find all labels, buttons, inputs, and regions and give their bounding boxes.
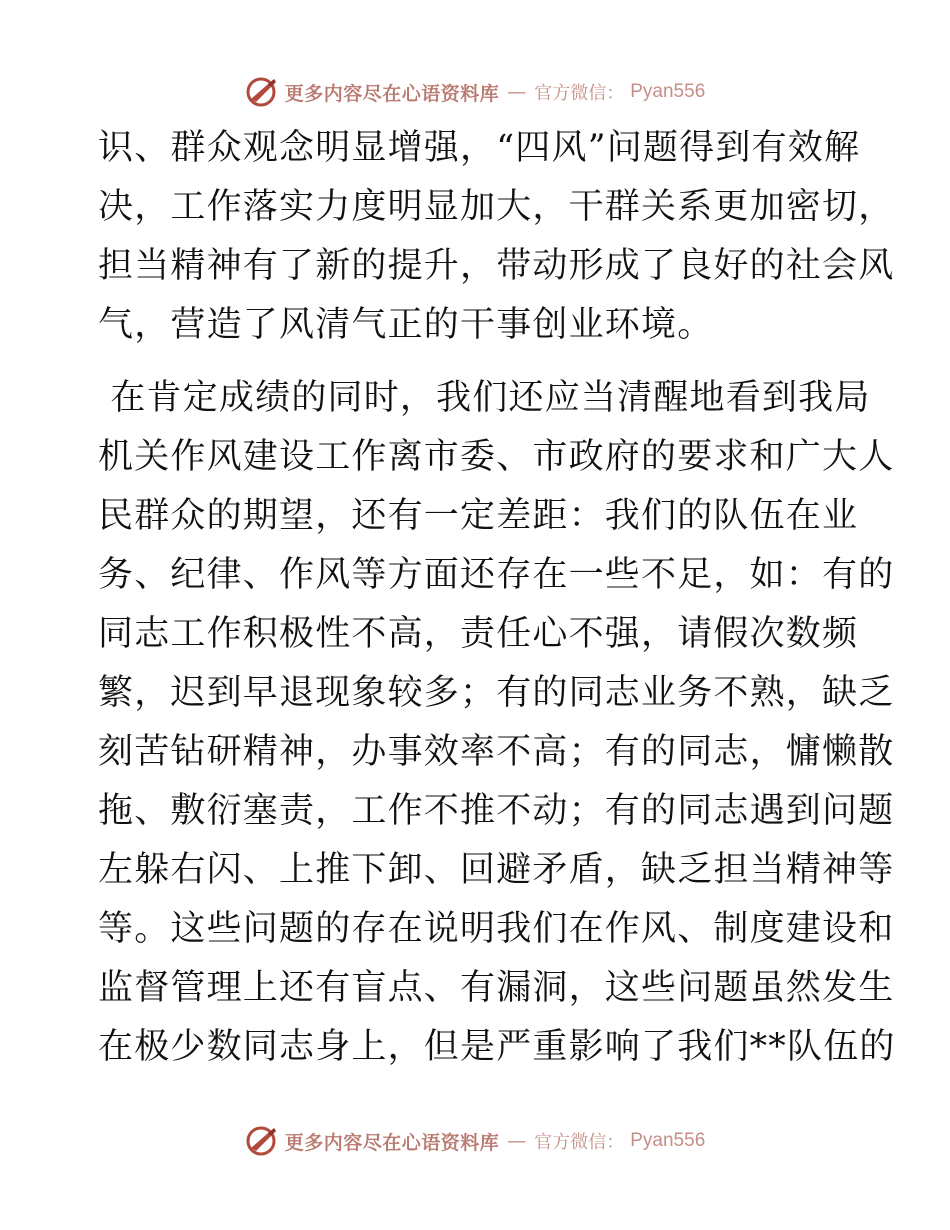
text-line: 等。这些问题的存在说明我们在作风、制度建设和 <box>98 909 895 949</box>
paragraph <box>98 376 896 1069</box>
paragraph-gap <box>98 362 858 376</box>
text-line: 气，营造了风清气正的干事创业环境。 <box>98 305 714 345</box>
text-line: 拖、敷衍塞责，工作不推不动；有的同志遇到问题 <box>98 791 895 831</box>
watermark-wechat-id: Pyan556 <box>630 1130 706 1151</box>
text-line: 机关作风建设工作离市委、市政府的要求和广大人 <box>98 437 895 477</box>
pen-logo-icon <box>245 1124 279 1158</box>
text-line: 繁，迟到早退现象较多；有的同志业务不熟，缺乏 <box>98 673 895 713</box>
footer-watermark <box>0 1121 950 1161</box>
pen-logo-icon <box>245 75 279 109</box>
text-line: 刻苦钻研精神，办事效率不高；有的同志，慵懒散 <box>98 732 895 772</box>
text-line: 在极少数同志身上，但是严重影响了我们**队伍的 <box>98 1027 896 1067</box>
text-line: 务、纪律、作风等方面还存在一些不足，如：有的 <box>98 555 895 595</box>
text-line: 同志工作积极性不高，责任心不强，请假次数频 <box>98 614 859 654</box>
watermark-brand: 更多内容尽在心语资料库 <box>284 1131 500 1154</box>
watermark-wechat-id: Pyan556 <box>630 81 706 102</box>
watermark-label: 官方微信： <box>534 83 625 104</box>
text-line: 民群众的期望，还有一定差距：我们的队伍在业 <box>98 496 859 536</box>
watermark-brand: 更多内容尽在心语资料库 <box>284 82 500 105</box>
watermark-separator: — <box>507 81 527 103</box>
watermark-label: 官方微信： <box>534 1132 625 1153</box>
text-line: 左躲右闪、上推下卸、回避矛盾，缺乏担当精神等 <box>98 850 895 890</box>
paragraph <box>98 126 895 347</box>
text-line: 监督管理上还有盲点、有漏洞，这些问题虽然发生 <box>98 968 895 1008</box>
text-line: 识、群众观念明显增强，“四风”问题得到有效解 <box>98 128 861 168</box>
watermark-separator: — <box>507 1130 527 1152</box>
header-watermark <box>0 72 950 112</box>
text-line: 决，工作落实力度明显加大，干群关系更加密切， <box>98 187 895 227</box>
document-body <box>98 126 896 1084</box>
text-line: 担当精神有了新的提升，带动形成了良好的社会风 <box>98 246 895 286</box>
text-line: 在肯定成绩的同时，我们还应当清醒地看到我局 <box>98 378 871 418</box>
